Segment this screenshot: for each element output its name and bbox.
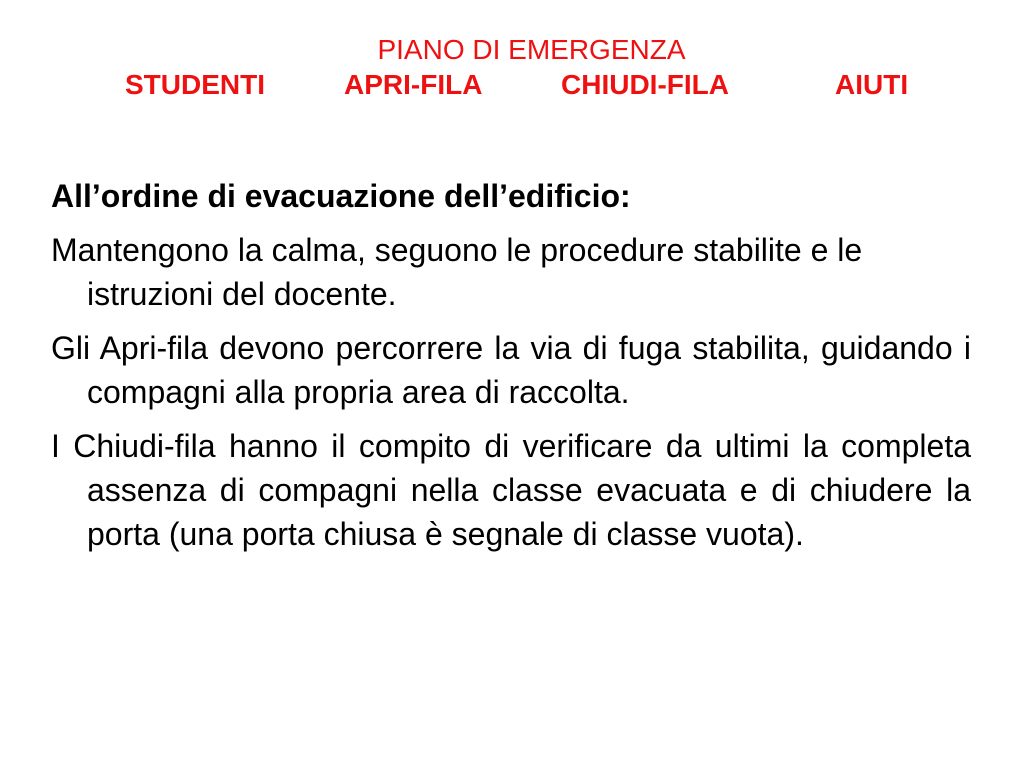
- title-role-apri-fila: APRI-FILA: [344, 69, 483, 100]
- lead-heading: All’ordine di evacuazione dell’edificio:: [51, 178, 631, 214]
- title-role-chiudi-fila: CHIUDI-FILA: [561, 69, 729, 100]
- title-main: PIANO DI EMERGENZA: [377, 34, 686, 65]
- title-role-studenti: STUDENTI: [125, 69, 265, 100]
- title-roles: [0, 67, 1023, 103]
- paragraph-apri-fila: Gli Apri-fila devono percorrere la via di fuga stabilita, guidando i compagni alla propria area di raccolta.: [51, 330, 971, 410]
- slide-title: [0, 33, 1023, 103]
- title-role-aiuti: AIUTI: [835, 69, 909, 100]
- paragraph-students: Mantengono la calma, seguono le procedure stabilite e le istruzioni del docente.: [51, 232, 863, 312]
- slide-body: [51, 174, 971, 566]
- paragraph-chiudi-fila: I Chiudi-fila hanno il compito di verificare da ultimi la completa assenza di compagni nella classe evacuata e di chiudere la porta (una porta chiusa è segnale di classe vuota).: [51, 428, 971, 552]
